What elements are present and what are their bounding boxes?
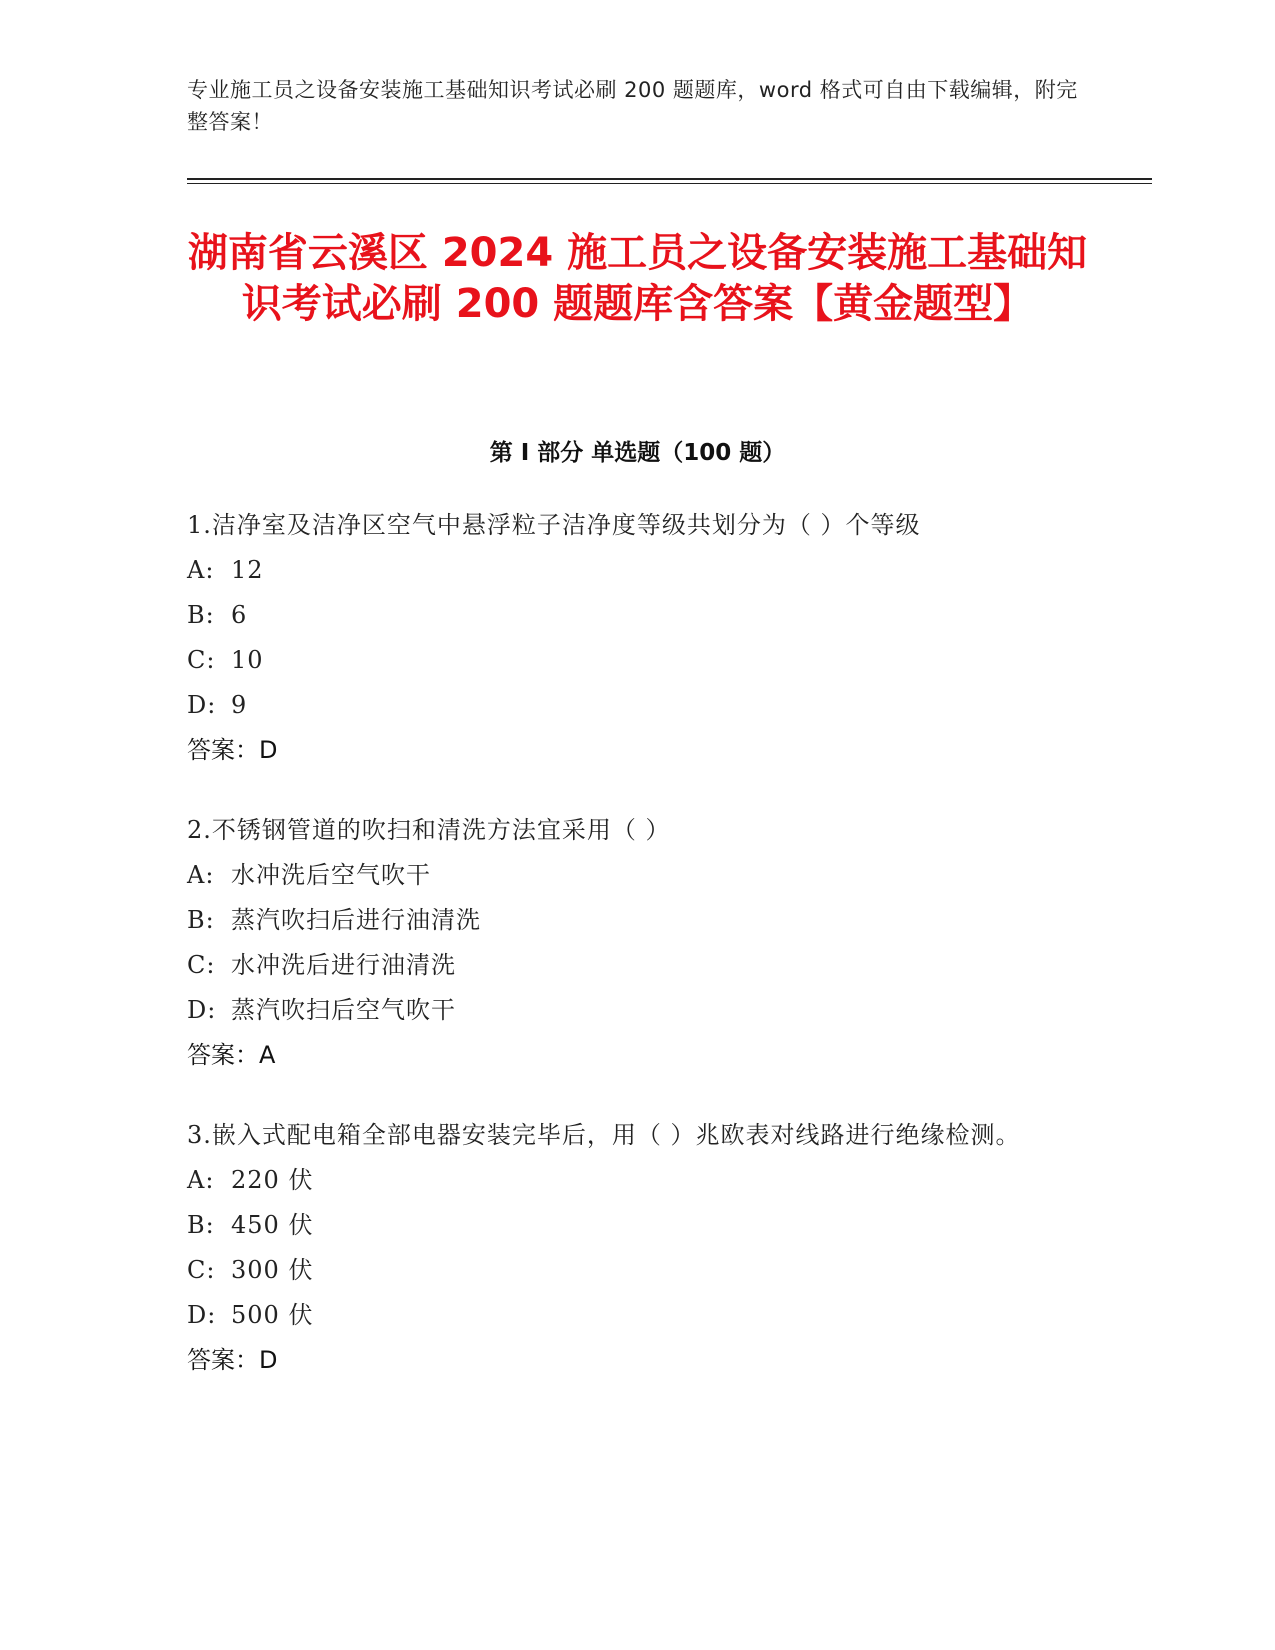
option-text: 水冲洗后进行油清洗: [231, 951, 456, 979]
option-c: [187, 943, 1087, 988]
option-letter: C:: [187, 951, 216, 979]
question-stem: 3.嵌入式配电箱全部电器安装完毕后，用（ ）兆欧表对线路进行绝缘检测。: [187, 1121, 1021, 1149]
option-letter: D:: [187, 691, 217, 719]
option-b: [187, 1203, 1087, 1248]
option-a: [187, 1158, 1087, 1203]
answer: 答案：A: [187, 1041, 276, 1069]
option-letter: B:: [187, 601, 215, 629]
header-divider-thick: [187, 178, 1152, 180]
option-d: [187, 988, 1087, 1033]
option-d: [187, 683, 1087, 728]
option-letter: B:: [187, 906, 215, 934]
option-letter: D:: [187, 1301, 217, 1329]
option-text: 蒸汽吹扫后进行油清洗: [231, 906, 481, 934]
option-text: 蒸汽吹扫后空气吹干: [231, 996, 456, 1024]
option-letter: D:: [187, 996, 217, 1024]
option-text: 水冲洗后空气吹干: [231, 861, 431, 889]
option-d: [187, 1293, 1087, 1338]
option-c: [187, 1248, 1087, 1293]
option-b: [187, 593, 1087, 638]
question-2: [187, 808, 1087, 1078]
option-b: [187, 898, 1087, 943]
question-1: [187, 503, 1087, 773]
section-title: 第 I 部分 单选题（100 题）: [489, 440, 786, 466]
option-letter: A:: [187, 556, 215, 584]
option-text: 220 伏: [231, 1166, 314, 1194]
option-text: 300 伏: [231, 1256, 314, 1284]
header-note: 专业施工员之设备安装施工基础知识考试必刷 200 题题库，word 格式可自由下载编辑，附完整答案！: [187, 78, 1078, 134]
question-stem: 2.不锈钢管道的吹扫和清洗方法宜采用（ ）: [187, 816, 671, 844]
option-letter: C:: [187, 1256, 216, 1284]
answer: 答案：D: [187, 1346, 278, 1374]
option-letter: A:: [187, 861, 215, 889]
document-title: 湖南省云溪区 2024 施工员之设备安装施工基础知识考试必刷 200 题题库含答案【黄金题型】: [187, 230, 1088, 327]
option-a: [187, 853, 1087, 898]
option-text: 12: [231, 556, 264, 584]
question-3: [187, 1113, 1087, 1383]
option-text: 450 伏: [231, 1211, 314, 1239]
option-text: 6: [231, 601, 248, 629]
option-c: [187, 638, 1087, 683]
option-text: 9: [231, 691, 248, 719]
option-letter: A:: [187, 1166, 215, 1194]
option-letter: B:: [187, 1211, 215, 1239]
option-text: 10: [231, 646, 264, 674]
option-letter: C:: [187, 646, 216, 674]
header-divider-thin: [187, 183, 1152, 184]
option-text: 500 伏: [231, 1301, 314, 1329]
answer: 答案：D: [187, 736, 278, 764]
option-a: [187, 548, 1087, 593]
question-stem: 1.洁净室及洁净区空气中悬浮粒子洁净度等级共划分为（ ）个等级: [187, 511, 921, 539]
